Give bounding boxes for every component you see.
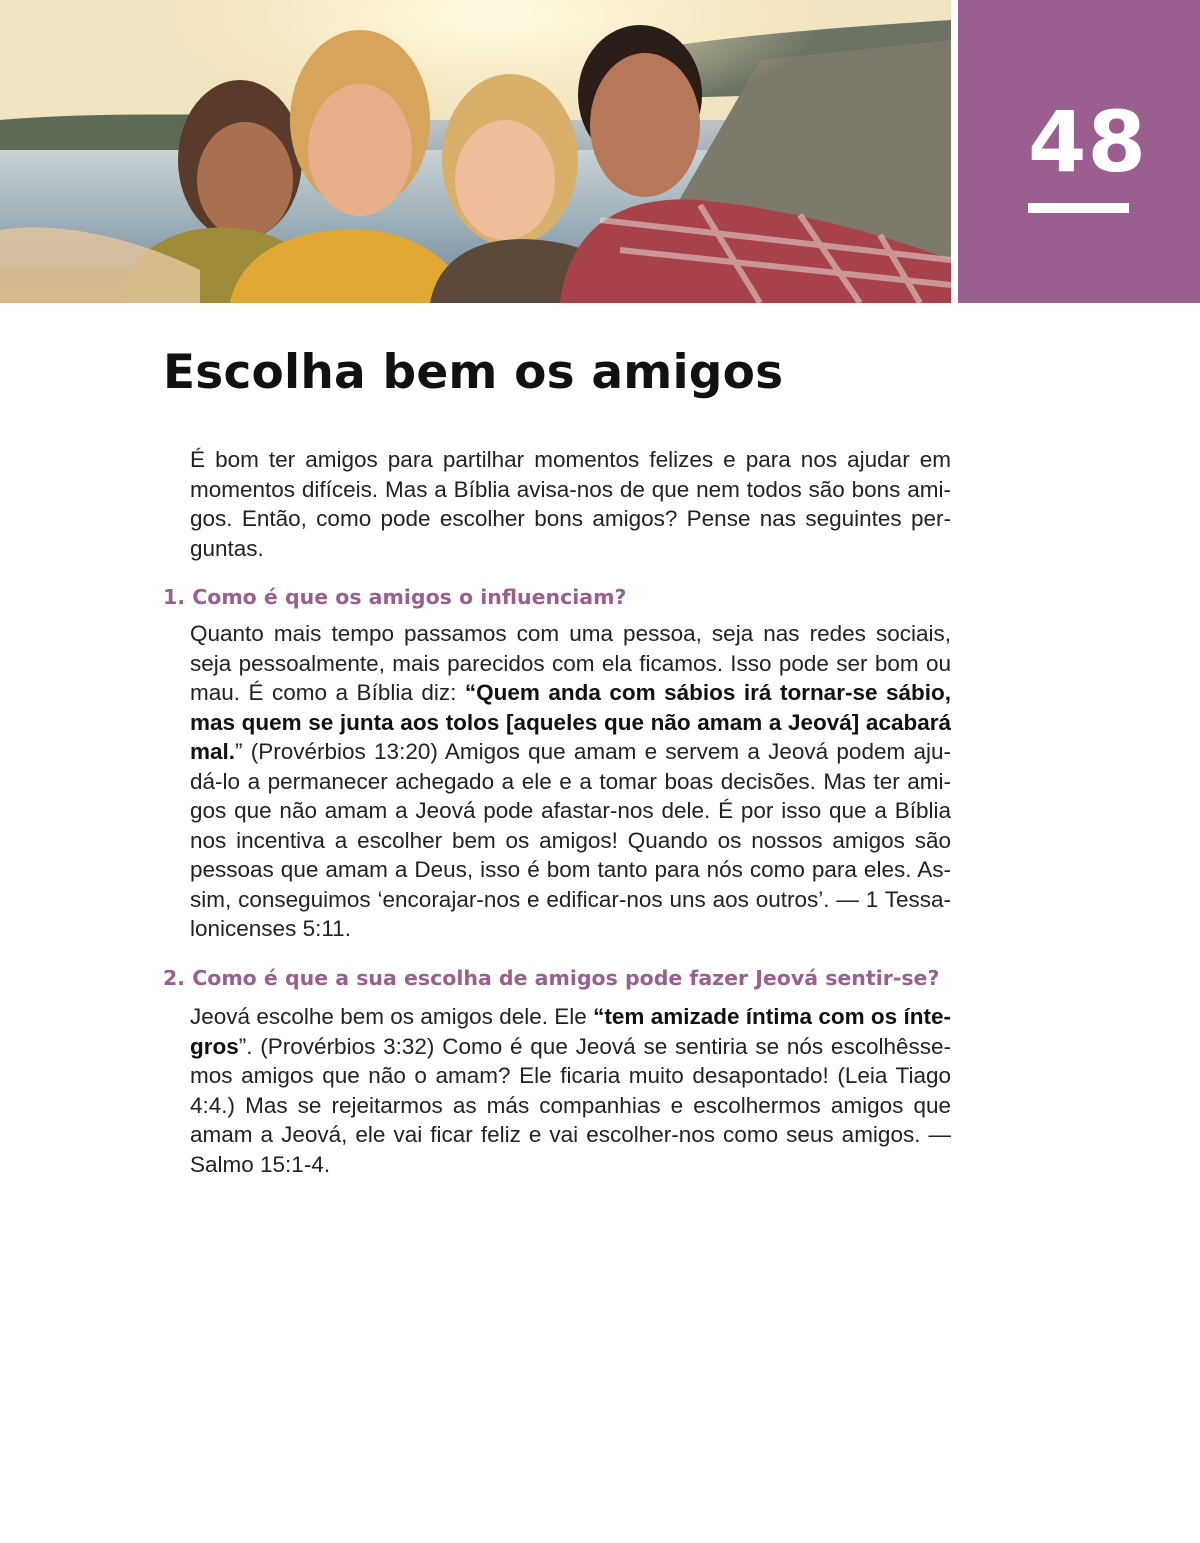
section-2-heading: 2. Como é que a sua escolha de amigos pode fazer Jeová sentir-se? [163, 966, 940, 990]
lesson-number-block [958, 0, 1200, 303]
header-photo [0, 0, 951, 303]
section-2-quote: “tem amizade íntima com os íntegros [190, 1004, 951, 1059]
section-2-paragraph [190, 1002, 951, 1179]
page-title: Escolha bem os amigos [163, 345, 784, 400]
section-1-quote: “Quem anda com sábios irá tornar-se sábio, mas quem se junta aos tolos [aqueles que não amam a Jeová] acabará mal. [190, 680, 951, 764]
section-1-paragraph [190, 619, 951, 944]
section-1-text-a: Quanto mais tempo passamos com uma pessoa, seja nas redes sociais, seja pessoalmente, mais parecidos com ela ficamos. Isso pode ser bom ou mau. É como a Bíblia diz: [190, 621, 951, 705]
lesson-number-rule [1028, 203, 1129, 213]
photo-illustration [0, 0, 951, 303]
lesson-number: 48 [1028, 93, 1147, 191]
intro-paragraph: É bom ter amigos para partilhar momentos felizes e para nos ajudar em momentos difíceis. Mas a Bíblia avisa-nos de que nem todos são bons amigos. Então, como pode escolher bons amigos? Pense nas seguintes perguntas. [190, 447, 951, 561]
section-2-text-a: Jeová escolhe bem os amigos dele. Ele [190, 1004, 594, 1029]
section-1-text-b: ” (Provérbios 13:20) Amigos que amam e servem a Jeová podem ajudá-lo a permanecer achegado a ele e a tomar boas decisões. Mas ter amigos que não amam a Jeová pode afastar-nos dele. É por isso que a Bíblia nos incentiva a escolher bem os amigos! Quando os nossos amigos são pessoas que amam a Deus, isso é bom tanto para nós como para eles. Assim, conseguimos ‘encorajar-nos e edificar-nos uns aos outros’. — 1 Tessalonicenses 5:11. [190, 739, 951, 941]
section-2-text-b: ”. (Provérbios 3:32) Como é que Jeová se sentiria se nós escolhêssemos amigos que não o amam? Ele ficaria muito desapontado! (Leia Tiago 4:4.) Mas se rejeitarmos as más companhias e escolhermos amigos que amam a Jeová, ele vai ficar feliz e vai escolher-nos como seus amigos. — Salmo 15:1-4. [190, 1033, 951, 1177]
section-1-heading: 1. Como é que os amigos o influenciam? [163, 585, 627, 609]
